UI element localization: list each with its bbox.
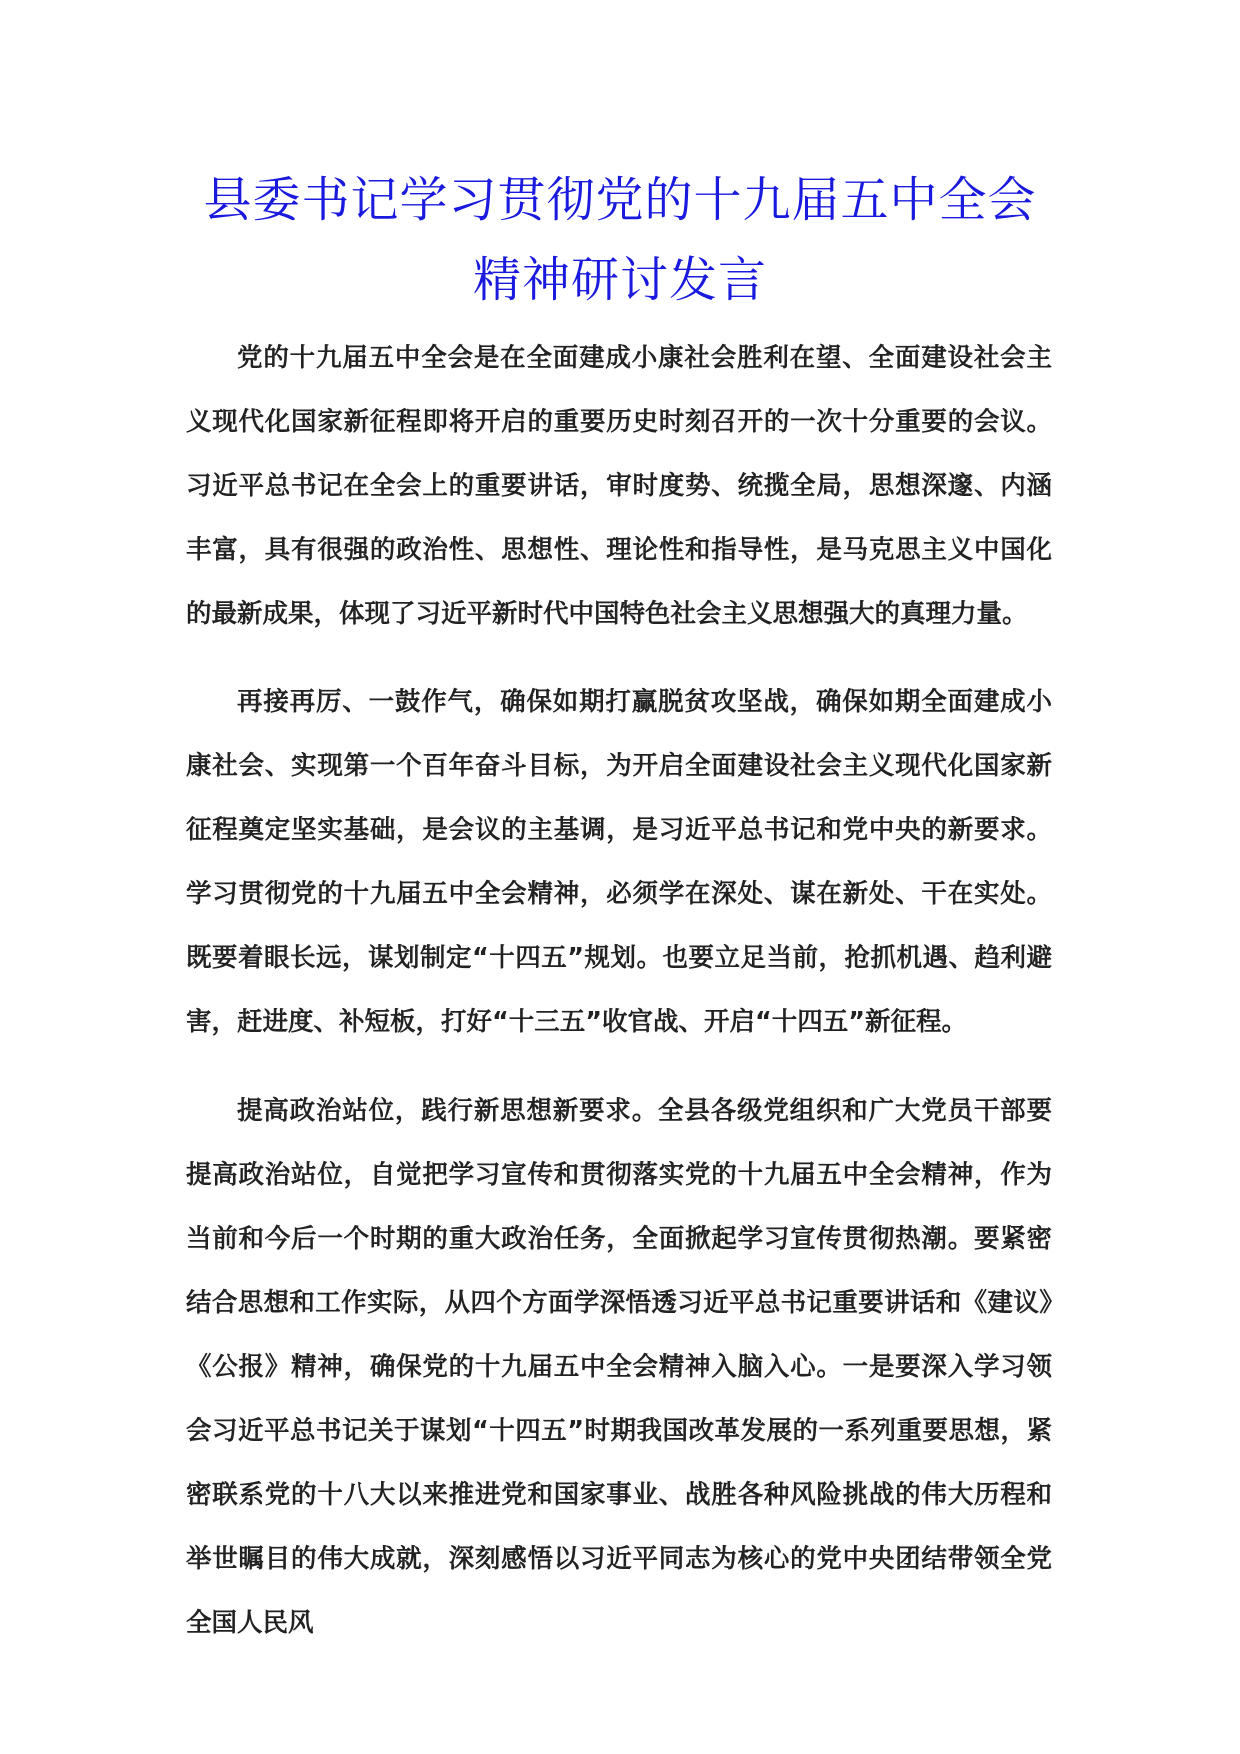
title-line-2: 精神研讨发言 <box>472 252 767 308</box>
paragraph: 党的十九届五中全会是在全面建成小康社会胜利在望、全面建设社会主义现代化国家新征程即将开启的重要历史时刻召开的一次十分重要的会议。习近平总书记在全会上的重要讲话，审时度势、统揽全局，思想深邃、内涵丰富，具有很强的政治性、思想性、理论性和指导性，是马克思主义中国化的最新成果，体现了习近平新时代中国特色社会主义思想强大的真理力量。 <box>186 343 1052 629</box>
paragraph: 再接再厉、一鼓作气，确保如期打赢脱贫攻坚战，确保如期全面建成小康社会、实现第一个百年奋斗目标，为开启全面建设社会主义现代化国家新征程奠定坚实基础，是会议的主基调，是习近平总书记和党中央的新要求。学习贯彻党的十九届五中全会精神，必须学在深处、谋在新处、干在实处。既要着眼长远，谋划制定“十四五”规划。也要立足当前，抢抓机遇、趋利避害，赶进度、补短板，打好“十三五”收官战、开启“十四五”新征程。 <box>186 687 1052 1037</box>
paragraph-2-block <box>186 670 1052 1054</box>
paragraph-1-block <box>186 326 1052 646</box>
document-title <box>0 160 1240 320</box>
paragraph: 提高政治站位，践行新思想新要求。全县各级党组织和广大党员干部要提高政治站位，自觉把学习宣传和贯彻落实党的十九届五中全会精神，作为当前和今后一个时期的重大政治任务，全面掀起学习宣传贯彻热潮。要紧密结合思想和工作实际，从四个方面学深悟透习近平总书记重要讲话和《建议》《公报》精神，确保党的十九届五中全会精神入脑入心。一是要深入学习领会习近平总书记关于谋划“十四五”时期我国改革发展的一系列重要思想，紧密联系党的十八大以来推进党和国家事业、战胜各种风险挑战的伟大历程和举世瞩目的伟大成就，深刻感悟以习近平同志为核心的党中央团结带领全党全国人民风 <box>186 1096 1052 1638</box>
title-line-1: 县委书记学习贯彻党的十九届五中全会 <box>203 172 1037 228</box>
paragraph-3-block <box>186 1079 1052 1655</box>
